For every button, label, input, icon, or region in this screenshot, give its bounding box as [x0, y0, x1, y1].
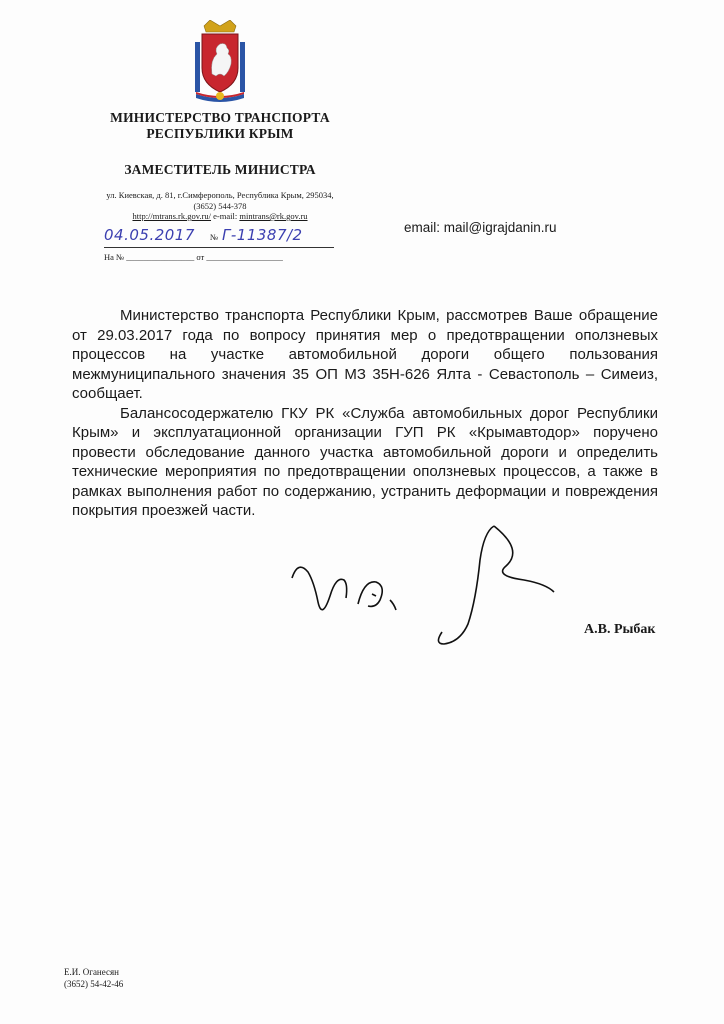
incoming-number-label: На №: [104, 252, 125, 262]
website-link[interactable]: http://mtrans.rk.gov.ru/: [132, 211, 212, 221]
from-label: от: [196, 252, 205, 262]
signer-name: А.В. Рыбак: [584, 622, 656, 637]
ministry-line-2: РЕСПУБЛИКИ КРЫМ: [146, 126, 294, 141]
recipient-email: email: mail@igrajdanin.ru: [404, 220, 557, 235]
executor-footer: [64, 966, 123, 990]
email-link[interactable]: mintrans@rk.gov.ru: [239, 211, 308, 221]
letter-body: [72, 306, 658, 521]
contact-links: [70, 211, 370, 222]
outgoing-number: Г-11387/2: [222, 226, 303, 244]
handwritten-signature-icon: [284, 520, 574, 650]
incoming-reference-row: [104, 252, 283, 262]
address-line: ул. Киевская, д. 81, г.Симферополь, Республика Крым, 295034,: [106, 190, 334, 200]
ministry-name: [70, 110, 370, 142]
body-paragraph-1: Министерство транспорта Республики Крым, рассмотрев Ваше обращение от 29.03.2017 года по вопросу принятия мер о предотвращении оползневых процессов на участке автомобильной дороги общего пользования межмуниципального значения 35 ОП МЗ 35Н-626 Ялта - Севастополь – Симеиз, сообщает.: [72, 307, 658, 402]
deputy-minister-title: ЗАМЕСТИТЕЛЬ МИНИСТРА: [124, 162, 316, 177]
executor-phone: (3652) 54-42-46: [64, 979, 124, 989]
from-blank: __________________: [206, 252, 283, 262]
outgoing-date: 04.05.2017: [104, 226, 195, 244]
email-label: e-mail:: [213, 211, 238, 221]
letterhead: [70, 20, 370, 222]
incoming-number-blank: ________________: [126, 252, 195, 262]
crimea-coat-of-arms-icon: [190, 20, 250, 104]
ministry-line-1: МИНИСТЕРСТВО ТРАНСПОРТА: [110, 110, 330, 125]
executor-name: Е.И. Оганесян: [64, 967, 119, 977]
reference-underline: [104, 246, 334, 248]
body-paragraph-2: Балансосодержателю ГКУ РК «Служба автомобильных дорог Республики Крым» и эксплуатационной организации ГУП РК «Крымавтодор» поручено провести обследование данного участка автомобильной дороги и определить технические мероприятия по предотвращении оползневых процессов, а также в рамках выполнения работ по содержанию, устранить деформации и повреждения покрытия проезжей части.: [72, 404, 658, 519]
number-label: №: [210, 232, 219, 242]
address-block: [70, 190, 370, 211]
phone-line: (3652) 544-378: [193, 200, 247, 211]
